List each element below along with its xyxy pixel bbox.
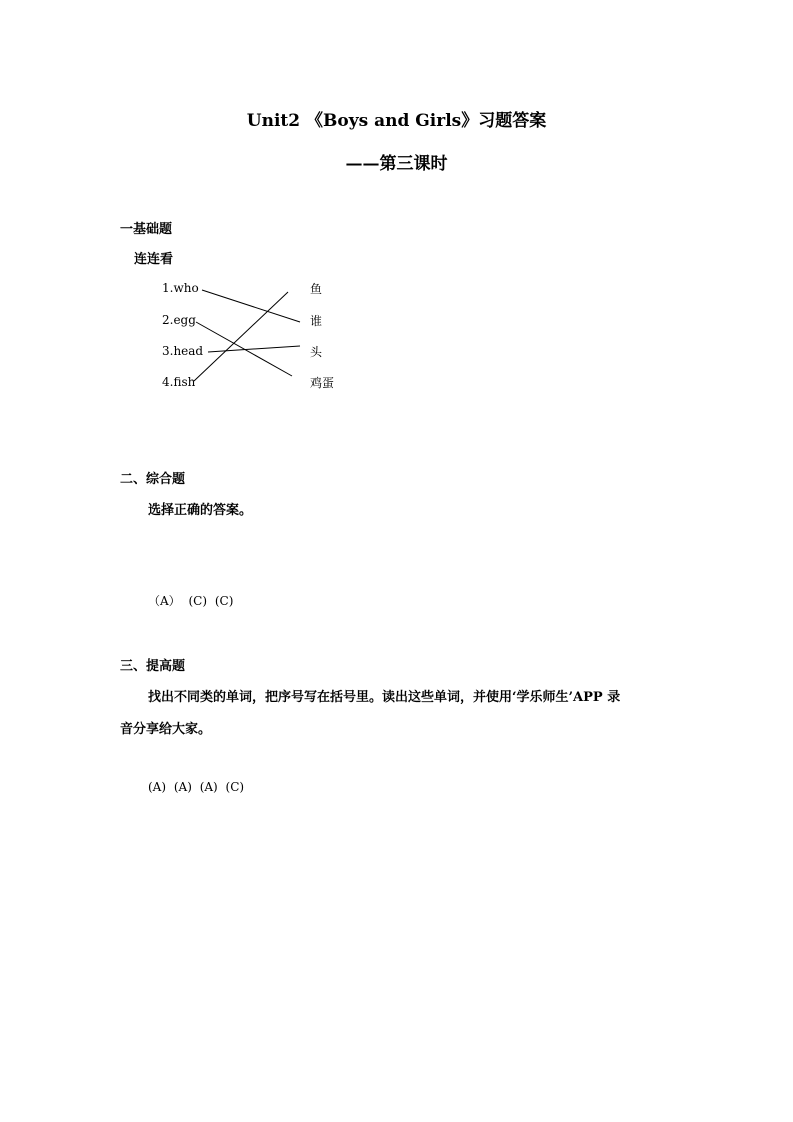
- section2-task: 选择正确的答案。: [148, 503, 253, 518]
- section3-task-line1: 找出不同类的单词，把序号写在括号里。读出这些单词，并使用‘学乐师生’APP 录: [148, 690, 621, 705]
- page-subtitle: ——第三课时: [345, 154, 448, 174]
- match-line-egg: [196, 322, 292, 376]
- section2-heading: 二、综合题: [120, 472, 186, 487]
- match-line-head: [208, 346, 300, 352]
- section2-answers: （A） (C) (C): [148, 594, 234, 608]
- chinese-word-3: 头: [310, 345, 323, 359]
- english-word-1: 1.who: [162, 281, 199, 295]
- page-title: Unit2 《Boys and Girls》习题答案: [246, 111, 547, 131]
- section3-answers: (A) (A) (A) (C): [148, 780, 245, 794]
- chinese-word-4: 鸡蛋: [310, 376, 335, 390]
- section1-task: 连连看: [134, 252, 174, 267]
- english-word-4: 4.fish: [162, 375, 196, 389]
- chinese-word-1: 鱼: [310, 282, 323, 296]
- section3-task-line2: 音分享给大家。: [120, 722, 212, 737]
- match-line-fish: [194, 292, 288, 381]
- section1-heading: 一基础题: [120, 222, 173, 237]
- chinese-word-2: 谁: [310, 314, 323, 328]
- english-word-2: 2.egg: [162, 313, 196, 327]
- english-word-3: 3.head: [162, 344, 204, 358]
- section3-heading: 三、提高题: [120, 659, 186, 674]
